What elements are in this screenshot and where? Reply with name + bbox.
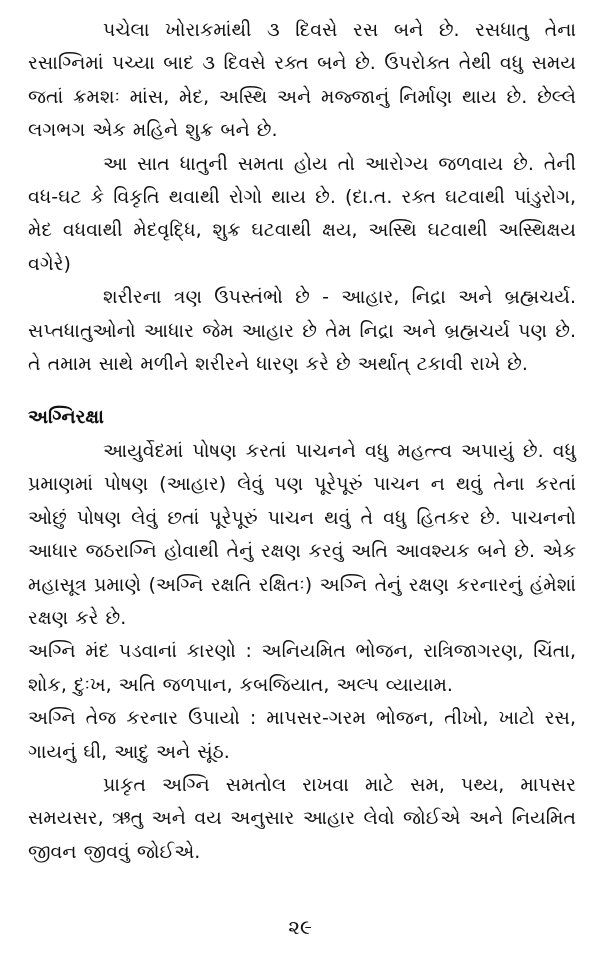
paragraph-upastambha: શરીરના ત્રણ ઉપસ્તંભો છે - આહાર, નિદ્રા અને બ્રહ્મચર્ય. સપ્તધાતુઓનો આધાર જેમ આહાર છે તેમ નિદ્રા અને બ્રહ્મચર્ય પણ છે. તે તમામ સાથે મળીને શરીરને ધારણ કરે છે અર્થાત્ ટકાવી રાખે છે. [28,286,576,376]
paragraph-rasa-dhatu: પચેલા ખોરાકમાંથી ૩ દિવસે રસ બને છે. રસધાતુ તેના રસાગ્નિમાં પચ્યા બાદ ૩ દિવસે રક્ત બને છે. ઉપરોક્ત તેથી વધુ સમય જતાં ક્રમશઃ માંસ, મેદ, અસ્થિ અને મજ્જાનું નિર્માણ થાય છે. છેલ્લે લગભગ એક મહિને શુક્ર બને છે. [28,19,576,142]
page-number: ૨૯ [288,915,312,939]
paragraph-agni-weak-causes: અગ્નિ મંદ પડવાનાં કારણો : અનિયમિત ભોજન, રાત્રિજાગરણ, ચિંતા, શોક, દુઃખ, અતિ જળપાન, કબજિયાત, અલ્પ વ્યાયામ. [28,640,576,696]
paragraph-dhatu-balance: આ સાત ધાતુની સમતા હોય તો આરોગ્ય જળવાય છે. તેની વધ-ઘટ કે વિકૃતિ થવાથી રોગો થાય છે. (દા.ત. રક્ત ઘટવાથી પાંડુરોગ, મેદ વધવાથી મેદવૃદ્ધિ, શુક્ર ઘટવાથી ક્ષય, અસ્થિ ઘટવાથી અસ્થિક્ષય વગેરે) [28,152,576,275]
paragraph-agni-balance-advice: પ્રાકૃત અગ્નિ સમતોલ રાખવા માટે સમ, પથ્ય, માપસર સમયસર, ઋતુ અને વય અનુસાર આહાર લેવો જોઈએ અને નિયમિત જીવન જીવવું જોઈએ. [28,773,576,863]
paragraph-digestion-importance: આયુર્વેદમાં પોષણ કરતાં પાચનને વધુ મહત્ત્વ અપાયું છે. વધુ પ્રમાણમાં પોષણ (આહાર) લેવું પણ પૂરેપૂરું પાચન ન થવું તેના કરતાં ઓછું પોષણ લેવું છતાં પૂરેપૂરું પાચન થવું તે વધુ હિતકર છે. પાચનનો આધાર જઠરાગ્નિ હોવાથી તેનું રક્ષણ કરવું અતિ આવશ્યક બને છે. એક મહાસૂત્ર પ્રમાણે (અગ્નિ રક્ષતિ રક્ષિતઃ) અગ્નિ તેનું રક્ષણ કરનારનું હંમેશાં રક્ષણ કરે છે. [28,439,576,629]
body-text [28,14,576,869]
section-heading-agni-raksha: અગ્નિરક્ષા [28,406,104,429]
paragraph-agni-strengthen-remedies: અગ્નિ તેજ કરનાર ઉપાયો : માપસર-ગરમ ભોજન, તીખો, ખાટો રસ, ગાયનું ઘી, આદુ અને સૂંઠ. [28,707,576,763]
